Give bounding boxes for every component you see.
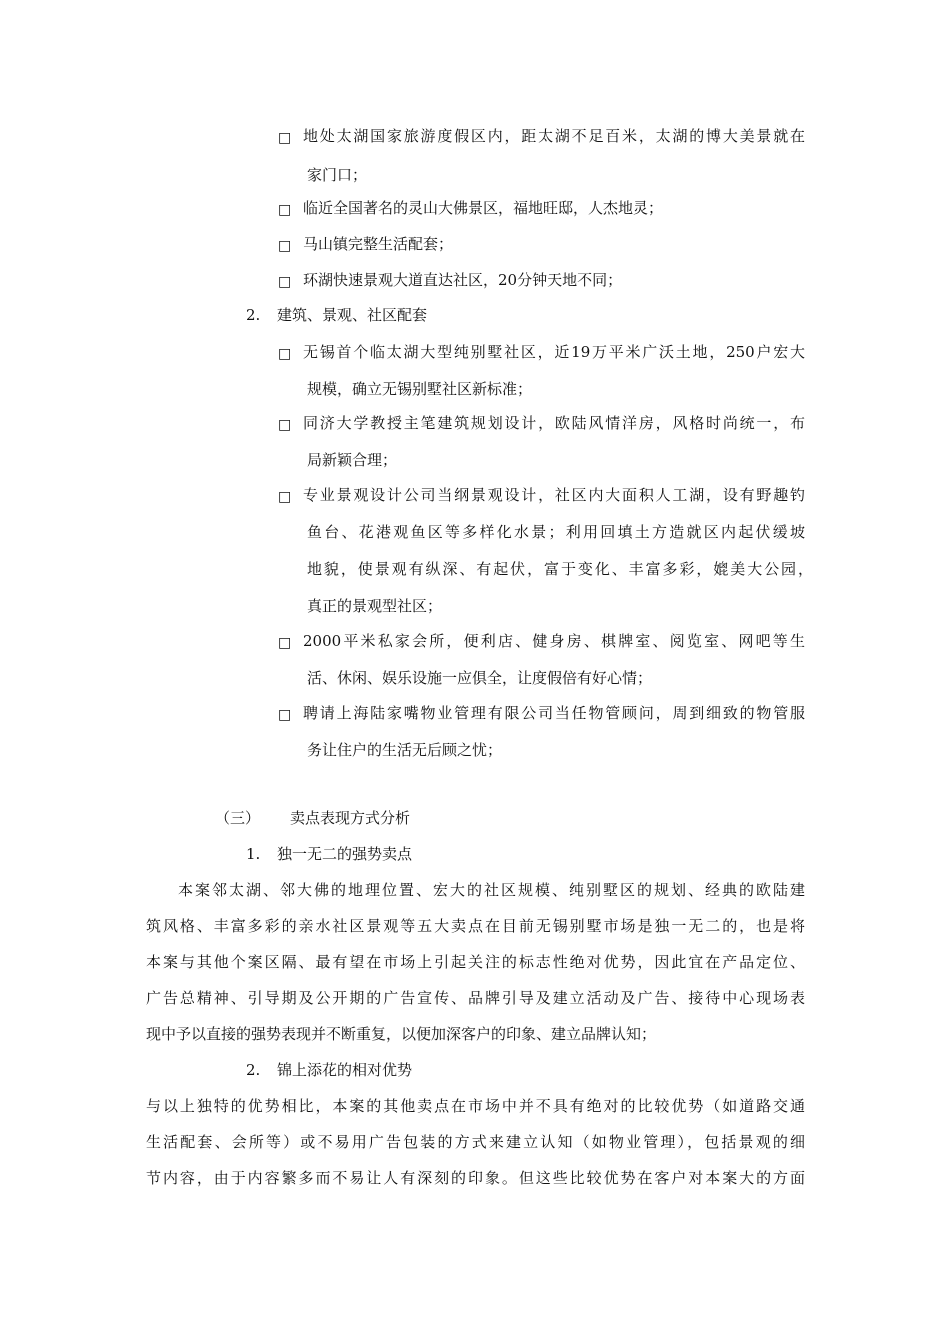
checkbox-bullet-icon: □: [278, 238, 292, 254]
subheading-label: 建筑、景观、社区配套: [277, 306, 428, 324]
item-number: 1.: [246, 845, 261, 863]
item-label: 锦上添花的相对优势: [277, 1061, 413, 1079]
list-item-line: 无锡首个临太湖大型纯别墅社区，近19万平米广沃土地，250户宏大: [303, 343, 805, 361]
paragraph-line: 节内容，由于内容繁多而不易让人有深刻的印象。但这些比较优势在客户对本案大的方面: [146, 1169, 805, 1187]
list-item-line: 地处太湖国家旅游度假区内，距太湖不足百米，太湖的博大美景就在: [303, 127, 805, 145]
paragraph-line: 本案与其他个案区隔、最有望在市场上引起关注的标志性绝对优势，因此宜在产品定位、: [146, 953, 805, 971]
checkbox-bullet-icon: □: [278, 417, 292, 433]
checkbox-bullet-icon: □: [278, 707, 292, 723]
item-label: 独一无二的强势卖点: [277, 845, 413, 863]
checkbox-bullet-icon: □: [278, 489, 292, 505]
paragraph-line: 广告总精神、引导期及公开期的广告宣传、品牌引导及建立活动及广告、接待中心现场表: [146, 989, 805, 1007]
list-item-line: 临近全国著名的灵山大佛景区，福地旺邸，人杰地灵；: [303, 199, 664, 217]
list-item-line: 规模，确立无锡别墅社区新标准；: [307, 380, 533, 398]
item-number: 2.: [246, 1061, 261, 1079]
section-number: （三）: [215, 809, 261, 827]
list-item-line: 环湖快速景观大道直达社区，20分钟天地不同；: [303, 271, 623, 289]
list-item-line: 活、休闲、娱乐设施一应俱全，让度假倍有好心情；: [307, 669, 653, 687]
checkbox-bullet-icon: □: [278, 635, 292, 651]
list-item-line: 务让住户的生活无后顾之忧；: [307, 741, 503, 759]
checkbox-bullet-icon: □: [278, 130, 292, 146]
list-item-line: 局新颖合理；: [307, 451, 398, 469]
list-item-line: 聘请上海陆家嘴物业管理有限公司当任物管顾问，周到细致的物管服: [303, 704, 805, 722]
list-item-line: 真正的景观型社区；: [307, 597, 443, 615]
paragraph-line: 现中予以直接的强势表现并不断重复，以便加深客户的印象、建立品牌认知；: [146, 1025, 657, 1043]
checkbox-bullet-icon: □: [278, 274, 292, 290]
list-item-line: 家门口；: [307, 166, 368, 184]
checkbox-bullet-icon: □: [278, 202, 292, 218]
paragraph-line: 筑风格、丰富多彩的亲水社区景观等五大卖点在目前无锡别墅市场是独一无二的，也是将: [146, 917, 805, 935]
list-item-line: 专业景观设计公司当纲景观设计，社区内大面积人工湖，设有野趣钓: [303, 486, 805, 504]
section-title: 卖点表现方式分析: [290, 809, 411, 827]
subheading-number: 2.: [246, 306, 261, 324]
list-item-line: 马山镇完整生活配套；: [303, 235, 454, 253]
list-item-line: 地貌，使景观有纵深、有起伏，富于变化、丰富多彩，媲美大公园，: [307, 560, 813, 578]
paragraph-line: 本案邻太湖、邻大佛的地理位置、宏大的社区规模、纯别墅区的规划、经典的欧陆建: [178, 881, 805, 899]
list-item-line: 鱼台、花港观鱼区等多样化水景；利用回填土方造就区内起伏缓坡: [307, 523, 805, 541]
paragraph-line: 生活配套、会所等）或不易用广告包装的方式来建立认知（如物业管理），包括景观的细: [146, 1133, 805, 1151]
paragraph-line: 与以上独特的优势相比，本案的其他卖点在市场中并不具有绝对的比较优势（如道路交通: [146, 1097, 805, 1115]
list-item-line: 同济大学教授主笔建筑规划设计，欧陆风情洋房，风格时尚统一，布: [303, 414, 805, 432]
list-item-line: 2000平米私家会所，便利店、健身房、棋牌室、阅览室、网吧等生: [303, 632, 805, 650]
checkbox-bullet-icon: □: [278, 346, 292, 362]
